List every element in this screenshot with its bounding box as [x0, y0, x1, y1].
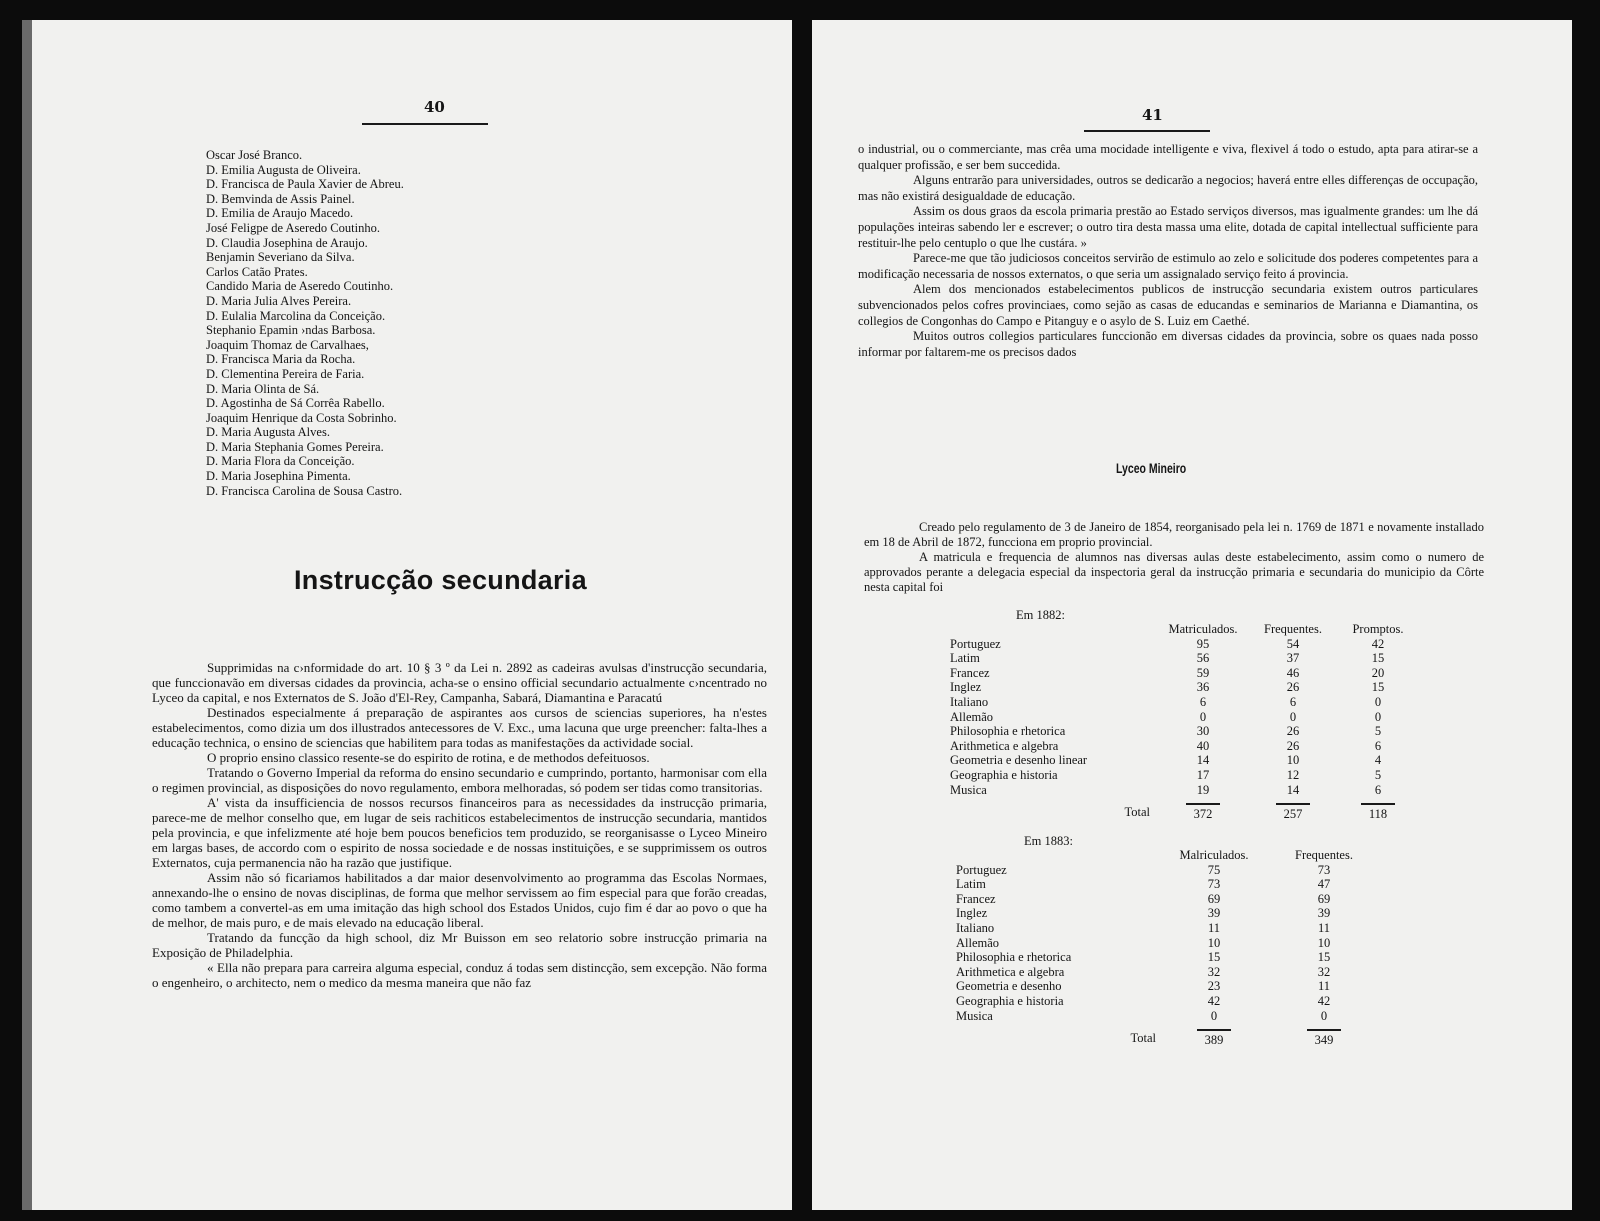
- total-value: 349: [1307, 1029, 1342, 1048]
- table-row: [956, 965, 1384, 980]
- table-row: [956, 877, 1384, 892]
- name-entry: D. Maria Flora da Conceição.: [206, 454, 355, 469]
- value-cell: 0: [1374, 709, 1382, 724]
- value-cell: 59: [1196, 665, 1210, 680]
- paragraph: Tratando o Governo Imperial da reforma do ensino secundario e cumprindo, portanto, harmonisar com ella o regimen provincial, as disposições do novo regulamento, embora melhoradas, só podem ser tidas como transitorias.: [152, 765, 767, 795]
- name-entry: D. Eulalia Marcolina da Conceição.: [206, 308, 386, 323]
- table-row: [950, 637, 1418, 652]
- subject-cell: Italiano: [950, 694, 989, 709]
- paragraph: Assim não só ficariamos habilitados a dar maior desenvolvimento ao programma das Escolas Normaes, annexando-lhe o ensino de novas disciplinas, de forma que melhor servissem ao fim especial para que forão creadas, como tambem a convertel-as em uma imitação das high school dos Estados Unidos, cujo fim é dar ao povo o que ha de melhor, de mais puro, e de mais elevado na educação liberal.: [152, 870, 767, 930]
- lyceo-body-text: [864, 520, 1484, 595]
- subject-cell: Geographia e historia: [950, 767, 1058, 782]
- value-cell: 10: [1317, 935, 1331, 950]
- value-cell: 26: [1286, 680, 1300, 695]
- year-label-1882: Em 1882:: [1016, 608, 1065, 622]
- table-row: [956, 892, 1384, 907]
- table-row: [950, 651, 1418, 666]
- paragraph: Alguns entrarão para universidades, outros se dedicarão a negocios; haverá entre elles differenças de occupação, mas não existirá desigualdade de educação.: [858, 173, 1478, 203]
- name-entry: Joaquim Henrique da Costa Sobrinho.: [206, 410, 397, 425]
- value-cell: 69: [1317, 891, 1331, 906]
- section-title: Instrucção secundaria: [294, 565, 587, 595]
- table-row: [956, 1009, 1384, 1024]
- subject-cell: Philosophia e rhetorica: [956, 950, 1072, 965]
- value-cell: 15: [1317, 950, 1331, 965]
- name-entry: D. Emilia de Araujo Macedo.: [206, 206, 354, 221]
- table-row: [950, 768, 1418, 783]
- subject-cell: Portuguez: [950, 636, 1001, 651]
- subject-cell: Francez: [950, 665, 990, 680]
- value-cell: 6: [1199, 694, 1207, 709]
- value-cell: 40: [1196, 738, 1210, 753]
- value-cell: 47: [1317, 877, 1331, 892]
- total-cell: [1248, 797, 1338, 822]
- column-header: Malriculados.: [1179, 848, 1249, 862]
- table-row: [956, 979, 1384, 994]
- paragraph: O proprio ensino classico resente-se do espirito de rotina, e de methodos defeituosos.: [207, 750, 650, 765]
- value-cell: 95: [1196, 636, 1210, 651]
- value-cell: 0: [1199, 709, 1207, 724]
- value-cell: 32: [1317, 964, 1331, 979]
- value-cell: 39: [1317, 906, 1331, 921]
- paragraph: o industrial, ou o commerciante, mas crêa uma mocidade intelligente e viva, flexivel á todo o estudo, apta para atirar-se a qualquer profissão, e ser bem succedida.: [858, 142, 1478, 172]
- value-cell: 19: [1196, 782, 1210, 797]
- lyceo-title: Lyceo Mineiro: [1116, 460, 1187, 476]
- name-entry: D. Bemvinda de Assis Painel.: [206, 191, 355, 206]
- value-cell: 14: [1286, 782, 1300, 797]
- name-entry: D. Francisca de Paula Xavier de Abreu.: [206, 177, 404, 192]
- name-entry: José Feligpe de Aseredo Coutinho.: [206, 220, 380, 235]
- value-cell: 12: [1286, 767, 1300, 782]
- paragraph: Muitos outros collegios particulares funccionão em diversas cidades da provincia, sobre os quaes nada posso informar por faltarem-me os precisos dados: [858, 329, 1478, 359]
- subject-cell: Inglez: [950, 680, 982, 695]
- name-entry: D. Clementina Pereira de Faria.: [206, 366, 365, 381]
- value-cell: 36: [1196, 680, 1210, 695]
- value-cell: 14: [1196, 753, 1210, 768]
- table-row: [956, 950, 1384, 965]
- value-cell: 6: [1289, 694, 1297, 709]
- column-header: Promptos.: [1352, 622, 1404, 636]
- table-row: [950, 695, 1418, 710]
- table-row: [950, 680, 1418, 695]
- value-cell: 17: [1196, 767, 1210, 782]
- table-1882: [950, 622, 1418, 822]
- header-rule-right: [1084, 130, 1210, 132]
- subject-cell: Francez: [956, 891, 996, 906]
- header-rule-left: [362, 123, 488, 125]
- name-entry: Oscar José Branco.: [206, 148, 303, 162]
- name-entry: D. Francisca Maria da Rocha.: [206, 352, 356, 367]
- subject-cell: Allemão: [950, 709, 994, 724]
- left-page: [22, 20, 792, 1210]
- value-cell: 42: [1317, 993, 1331, 1008]
- name-entry: Joaquim Thomaz de Carvalhaes,: [206, 337, 369, 352]
- name-entry: D. Maria Josephina Pimenta.: [206, 469, 351, 484]
- subject-cell: Geometria e desenho: [956, 979, 1062, 994]
- value-cell: 37: [1286, 651, 1300, 666]
- page-number-right: 41: [1142, 106, 1163, 124]
- subject-cell: Latim: [956, 877, 986, 892]
- value-cell: 75: [1207, 862, 1221, 877]
- paragraph: Tratando da funcção da high school, diz Mr Buisson em seo relatorio sobre instrucção primaria na Exposição de Philadelphia.: [152, 930, 767, 960]
- subject-cell: Geographia e historia: [956, 993, 1064, 1008]
- table-row: [956, 863, 1384, 878]
- value-cell: 5: [1374, 767, 1382, 782]
- column-header: Frequentes.: [1295, 848, 1353, 862]
- name-entry: Carlos Catão Prates.: [206, 264, 308, 279]
- total-value: 257: [1276, 803, 1311, 822]
- table-row: [950, 724, 1418, 739]
- paragraph: A' vista da insufficiencia de nossos recursos financeiros para as necessidades da instrucção primaria, parece-me de melhor conselho que, em lugar de seis rachiticos estabelecimentos de instrucção secundaria, mantidos pela provincia, e que infelizmente até hoje bem poucos beneficios tem produzido, se reorganisasse o Lyceo Mineiro em largas bases, de accordo com o espirito de nossa sociedade e de nossas instituições, e se supprimissem os outros Externatos, cuja permanencia não ha razão que justifique.: [152, 795, 767, 870]
- name-entry: D. Maria Augusta Alves.: [206, 425, 330, 440]
- table-1883: [956, 848, 1384, 1048]
- table-row: [956, 994, 1384, 1009]
- value-cell: 26: [1286, 724, 1300, 739]
- subject-cell: Inglez: [956, 906, 988, 921]
- subject-cell: Arithmetica e algebra: [950, 738, 1059, 753]
- value-cell: 0: [1289, 709, 1297, 724]
- name-entry: Benjamin Severiano da Silva.: [206, 250, 355, 265]
- value-cell: 10: [1286, 753, 1300, 768]
- value-cell: 30: [1196, 724, 1210, 739]
- total-row: [950, 797, 1418, 822]
- total-cell: [1264, 1023, 1384, 1048]
- name-entry: D. Agostinha de Sá Corrêa Rabello.: [206, 396, 385, 411]
- column-header: Frequentes.: [1264, 622, 1322, 636]
- value-cell: 73: [1317, 862, 1331, 877]
- value-cell: 0: [1374, 694, 1382, 709]
- column-header: Matriculados.: [1168, 622, 1238, 636]
- value-cell: 0: [1210, 1008, 1218, 1023]
- total-value: 389: [1197, 1029, 1232, 1048]
- subject-cell: Musica: [950, 782, 987, 797]
- subject-cell: Arithmetica e algebra: [956, 964, 1065, 979]
- name-entry: D. Claudia Josephina de Araujo.: [206, 235, 368, 250]
- table-row: [956, 936, 1384, 951]
- name-entry: D. Maria Olinta de Sá.: [206, 381, 320, 396]
- year-label-1883: Em 1883:: [1024, 834, 1073, 848]
- value-cell: 11: [1317, 920, 1331, 935]
- total-cell: [1158, 797, 1248, 822]
- total-label: Total: [1130, 1031, 1156, 1046]
- value-cell: 15: [1207, 950, 1221, 965]
- paragraph: A matricula e frequencia de alumnos nas diversas aulas deste estabelecimento, assim como o numero de approvados perante a delegacia especial da inspectoria geral da instrucção primaria e secundaria do municipio da Côrte nesta capital foi: [864, 550, 1484, 594]
- name-entry: Stephanio Epamin ›ndas Barbosa.: [206, 323, 376, 338]
- total-cell: [1338, 797, 1418, 822]
- paragraph: Alem dos mencionados estabelecimentos publicos de instrucção secundaria existem outros particulares subvencionados pelos cofres provinciaes, como sejão as casas de educandas e seminarios de Marianna e Diamantina, os collegios de Congonhas do Campo e Pitanguy e o asylo de S. Luiz em Caethé.: [858, 282, 1478, 328]
- names-list: [206, 148, 526, 498]
- subject-cell: Philosophia e rhetorica: [950, 724, 1066, 739]
- paragraph: Assim os dous graos da escola primaria prestão ao Estado serviços diversos, mas igualmente grandes: um lhe dá populações inteiras sabendo ler e escrever; o outro tira desta massa uma elite, dotada de capital intellectual sufficiente para restituir-lhe pelo centuplo o que lhe custára. »: [858, 204, 1478, 250]
- value-cell: 6: [1374, 738, 1382, 753]
- value-cell: 15: [1371, 651, 1385, 666]
- table-row: [956, 906, 1384, 921]
- name-entry: Candido Maria de Aseredo Coutinho.: [206, 279, 394, 294]
- right-body-text: [858, 142, 1478, 360]
- value-cell: 32: [1207, 964, 1221, 979]
- value-cell: 23: [1207, 979, 1221, 994]
- paragraph: Parece-me que tão judiciosos conceitos servirão de estimulo ao zelo e solicitude dos poderes competentes para a modificação necessaria de nossos externatos, o que seria um assignalado serviço feito á provincia.: [858, 251, 1478, 281]
- total-value: 118: [1361, 803, 1395, 822]
- value-cell: 39: [1207, 906, 1221, 921]
- total-label: Total: [1124, 805, 1150, 820]
- subject-cell: Italiano: [956, 920, 995, 935]
- value-cell: 54: [1286, 636, 1300, 651]
- subject-cell: Geometria e desenho linear: [950, 753, 1088, 768]
- right-page: [812, 20, 1572, 1210]
- subject-cell: Musica: [956, 1008, 993, 1023]
- table-row: [950, 739, 1418, 754]
- table-row: [950, 666, 1418, 681]
- value-cell: 69: [1207, 891, 1221, 906]
- name-entry: D. Maria Stephania Gomes Pereira.: [206, 439, 384, 454]
- value-cell: 10: [1207, 935, 1221, 950]
- total-value: 372: [1186, 803, 1221, 822]
- paragraph: Creado pelo regulamento de 3 de Janeiro de 1854, reorganisado pela lei n. 1769 de 1871 e novamente installado em 18 de Abril de 1872, funcciona em proprio provincial.: [864, 520, 1484, 549]
- subject-cell: Portuguez: [956, 862, 1007, 877]
- value-cell: 5: [1374, 724, 1382, 739]
- subject-cell: Allemão: [956, 935, 1000, 950]
- value-cell: 4: [1374, 753, 1382, 768]
- table-row: [950, 783, 1418, 798]
- name-entry: D. Maria Julia Alves Pereira.: [206, 293, 352, 308]
- table-row: [956, 921, 1384, 936]
- table-row: [950, 753, 1418, 768]
- paragraph: « Ella não prepara para carreira alguma especial, conduz á todas sem distincção, sem excepção. Não forma o engenheiro, o architecto, nem o medico da mesma maneira que não faz: [152, 960, 767, 990]
- value-cell: 11: [1207, 920, 1221, 935]
- name-entry: D. Emilia Augusta de Oliveira.: [206, 162, 361, 177]
- total-cell: [1164, 1023, 1264, 1048]
- subject-cell: Latim: [950, 651, 980, 666]
- value-cell: 56: [1196, 651, 1210, 666]
- value-cell: 15: [1371, 680, 1385, 695]
- value-cell: 42: [1371, 636, 1385, 651]
- value-cell: 0: [1320, 1008, 1328, 1023]
- value-cell: 11: [1317, 979, 1331, 994]
- value-cell: 20: [1371, 665, 1385, 680]
- paragraph: Destinados especialmente á preparação de aspirantes aos cursos de sciencias superiores, ha n'estes estabelecimentos, como dizia um dos illustrados antecessores de V. Exc., uma lacuna que urge preencher: falta-lhes a educação technica, o ensino de sciencias que habilitem para todas as manifestações da actividade social.: [152, 705, 767, 750]
- value-cell: 46: [1286, 665, 1300, 680]
- total-row: [956, 1023, 1384, 1048]
- value-cell: 26: [1286, 738, 1300, 753]
- page-number-left: 40: [424, 98, 445, 116]
- name-entry: D. Francisca Carolina de Sousa Castro.: [206, 483, 403, 498]
- value-cell: 6: [1374, 782, 1382, 797]
- value-cell: 42: [1207, 993, 1221, 1008]
- value-cell: 73: [1207, 877, 1221, 892]
- left-body-text: [152, 660, 767, 990]
- table-row: [950, 710, 1418, 725]
- paragraph: Supprimidas na c›nformidade do art. 10 § 3 º da Lei n. 2892 as cadeiras avulsas d'instrucção secundaria, que funccionavão em diversas cidades da provincia, acha-se o ensino official secundario actualmente c›ncentrado no Lyceo da capital, e nos Externatos de S. João d'El-Rey, Campanha, Sabará, Diamantina e Paracatú: [152, 660, 767, 705]
